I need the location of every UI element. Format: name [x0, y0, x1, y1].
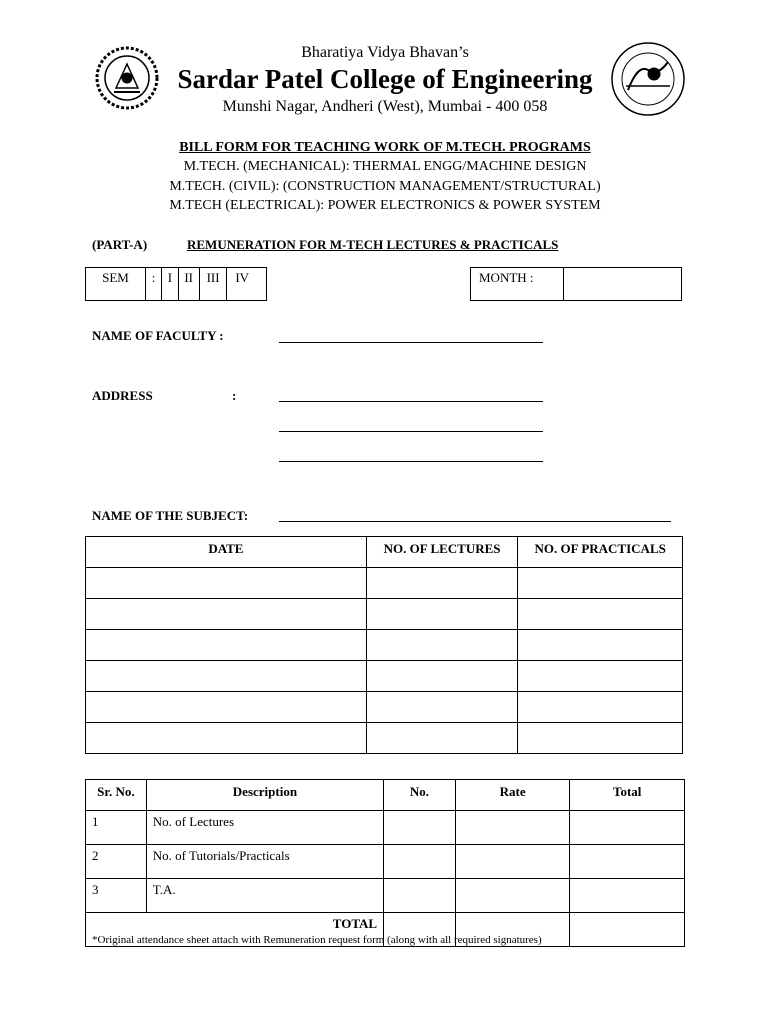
- sem-option-4[interactable]: IV: [227, 268, 267, 301]
- date-cell[interactable]: [86, 723, 367, 754]
- table-row: [86, 599, 683, 630]
- no-header: No.: [384, 780, 456, 811]
- lectures-cell[interactable]: [366, 568, 518, 599]
- remuneration-table: [85, 779, 685, 947]
- subject-label: NAME OF THE SUBJECT:: [92, 508, 249, 523]
- date-cell[interactable]: [86, 599, 367, 630]
- lectures-header: NO. OF LECTURES: [366, 537, 518, 568]
- table-row: [86, 568, 683, 599]
- practicals-cell[interactable]: [518, 661, 683, 692]
- no-cell[interactable]: [384, 845, 456, 879]
- srno-cell: 1: [86, 811, 147, 845]
- address-field-line-2[interactable]: [279, 430, 543, 432]
- sem-option-2[interactable]: II: [178, 268, 199, 301]
- no-cell[interactable]: [384, 879, 456, 913]
- table-row: [86, 811, 685, 845]
- table-row: [86, 845, 685, 879]
- total-header: Total: [570, 780, 685, 811]
- practicals-cell[interactable]: [518, 692, 683, 723]
- practicals-cell[interactable]: [518, 599, 683, 630]
- program-electrical: M.TECH (ELECTRICAL): POWER ELECTRONICS & POWER SYSTEM: [169, 198, 601, 213]
- college-name: Sardar Patel College of Engineering: [177, 64, 593, 94]
- sem-colon: :: [145, 268, 161, 301]
- practicals-cell[interactable]: [518, 568, 683, 599]
- program-mechanical: M.TECH. (MECHANICAL): THERMAL ENGG/MACHINE DESIGN: [183, 159, 587, 174]
- total-label: TOTAL: [86, 913, 384, 947]
- practicals-cell[interactable]: [518, 723, 683, 754]
- rate-header: Rate: [455, 780, 570, 811]
- practicals-cell[interactable]: [518, 630, 683, 661]
- srno-cell: 2: [86, 845, 147, 879]
- lectures-cell[interactable]: [366, 630, 518, 661]
- lectures-cell[interactable]: [366, 661, 518, 692]
- rate-cell[interactable]: [455, 845, 570, 879]
- description-cell: No. of Tutorials/Practicals: [146, 845, 383, 879]
- table-row: [86, 630, 683, 661]
- lectures-cell[interactable]: [366, 692, 518, 723]
- rate-cell[interactable]: [455, 879, 570, 913]
- table-row: [86, 723, 683, 754]
- faculty-label: NAME OF FACULTY :: [92, 328, 224, 343]
- table-row: [86, 661, 683, 692]
- rate-cell[interactable]: [455, 811, 570, 845]
- subject-field[interactable]: [279, 520, 671, 522]
- month-table: [470, 267, 682, 301]
- address-colon: :: [232, 388, 237, 403]
- srno-cell: 3: [86, 879, 147, 913]
- lectures-cell[interactable]: [366, 599, 518, 630]
- no-cell[interactable]: [384, 811, 456, 845]
- sem-option-1[interactable]: I: [162, 268, 178, 301]
- lecture-date-table: [85, 536, 683, 754]
- total-cell[interactable]: [570, 811, 685, 845]
- total-cell[interactable]: [570, 879, 685, 913]
- lectures-cell[interactable]: [366, 723, 518, 754]
- description-header: Description: [146, 780, 383, 811]
- faculty-field[interactable]: [279, 341, 543, 343]
- sem-option-3[interactable]: III: [199, 268, 226, 301]
- program-civil: M.TECH. (CIVIL): (CONSTRUCTION MANAGEMENT/STRUCTURAL): [169, 179, 601, 194]
- part-heading: REMUNERATION FOR M-TECH LECTURES & PRACTICALS: [187, 237, 559, 252]
- trust-name: Bharatiya Vidya Bhavan’s: [301, 44, 469, 61]
- part-label: (PART-A): [92, 237, 148, 252]
- date-cell[interactable]: [86, 630, 367, 661]
- month-field[interactable]: [563, 268, 681, 301]
- table-row: [86, 692, 683, 723]
- srno-header: Sr. No.: [86, 780, 147, 811]
- sem-label: SEM: [86, 268, 146, 301]
- date-cell[interactable]: [86, 692, 367, 723]
- month-label: MONTH :: [471, 268, 564, 301]
- total-cell[interactable]: [570, 845, 685, 879]
- form-title: BILL FORM FOR TEACHING WORK OF M.TECH. PROGRAMS: [179, 140, 591, 155]
- address-field-line-1[interactable]: [279, 400, 543, 402]
- date-cell[interactable]: [86, 568, 367, 599]
- grand-total-cell[interactable]: [570, 913, 685, 947]
- description-cell: T.A.: [146, 879, 383, 913]
- address-field-line-3[interactable]: [279, 460, 543, 462]
- attendance-note: *Original attendance sheet attach with Remuneration request form (along with all required signatures): [92, 934, 542, 946]
- date-cell[interactable]: [86, 661, 367, 692]
- date-header: DATE: [86, 537, 367, 568]
- college-address: Munshi Nagar, Andheri (West), Mumbai - 400 058: [222, 98, 548, 115]
- address-label: ADDRESS: [92, 388, 153, 403]
- table-row: [86, 879, 685, 913]
- description-cell: No. of Lectures: [146, 811, 383, 845]
- practicals-header: NO. OF PRACTICALS: [518, 537, 683, 568]
- semester-table: [85, 267, 267, 301]
